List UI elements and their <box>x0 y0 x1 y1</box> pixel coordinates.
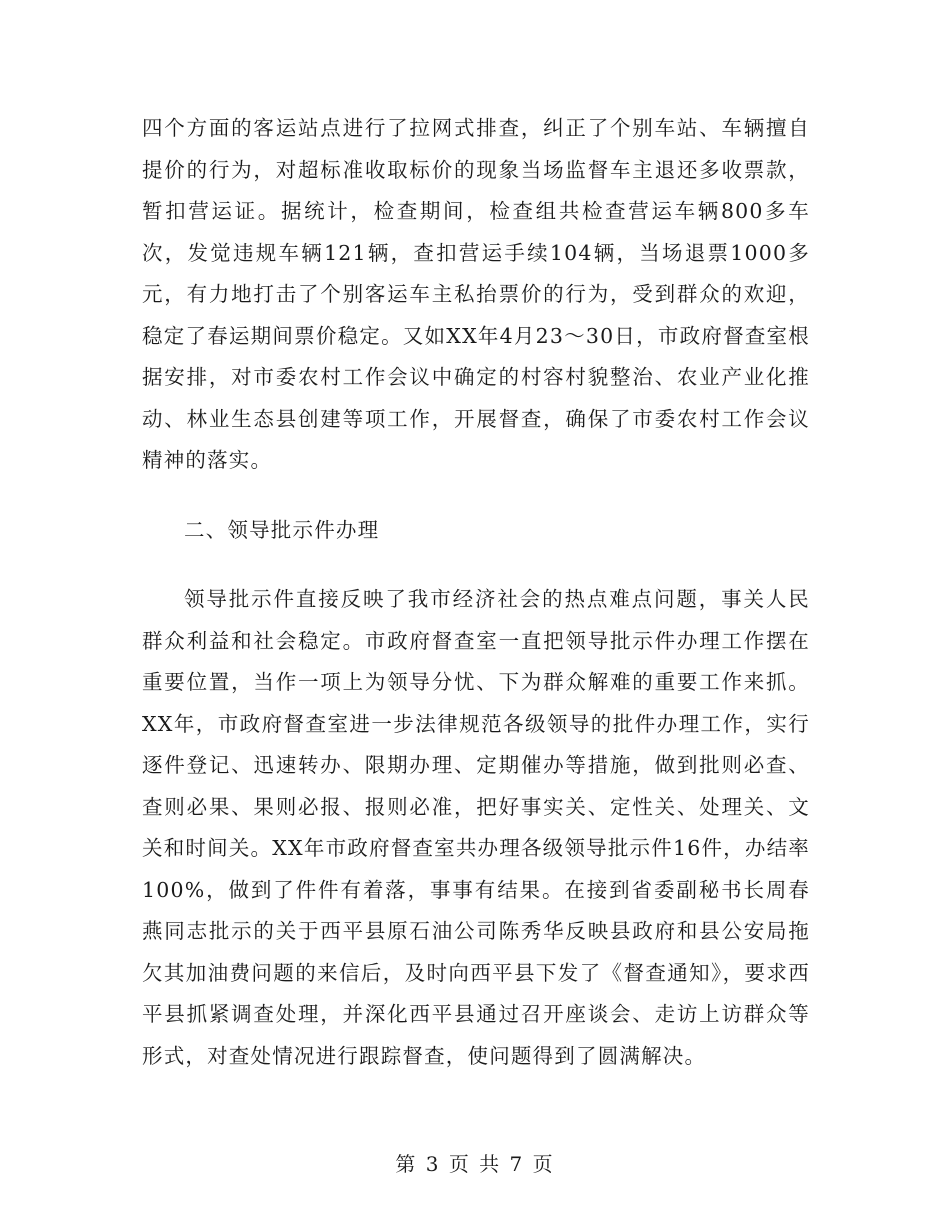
paragraph-continuation: 四个方面的客运站点进行了拉网式排查，纠正了个别车站、车辆擅自提价的行为，对超标准收取标价的现象当场监督车主退还多收票款，暂扣营运证。据统计，检查期间，检查组共检查营运车辆800多车次，发觉违规车辆121辆，查扣营运手续104辆，当场退票1000多元，有力地打击了个别客运车主私抬票价的行为，受到群众的欢迎，稳定了春运期间票价稳定。又如XX年4月23～30日，市政府督查室根据安排，对市委农村工作会议中确定的村容村貌整治、农业产业化推动、林业生态县创建等项工作，开展督查，确保了市委农村工作会议精神的落实。 <box>142 116 810 472</box>
page-footer: 第 3 页 共 7 页 <box>395 1152 555 1176</box>
document-body <box>142 108 810 1077</box>
section-heading: 二、领导批示件办理 <box>184 517 380 542</box>
paragraph-leader-instructions: 领导批示件直接反映了我市经济社会的热点难点问题，事关人民群众利益和社会稳定。市政府督查室一直把领导批示件办理工作摆在重要位置，当作一项上为领导分忧、下为群众解难的重要工作来抓。XX年，市政府督查室进一步法律规范各级领导的批件办理工作，实行逐件登记、迅速转办、限期办理、定期催办等措施，做到批则必查、查则必果、果则必报、报则必准，把好事实关、定性关、处理关、文关和时间关。XX年市政府督查室共办理各级领导批示件16件，办结率100%，做到了件件有着落，事事有结果。在接到省委副秘书长周春燕同志批示的关于西平县原石油公司陈秀华反映县政府和县公安局拖欠其加油费问题的来信后，及时向西平县下发了《督查通知》，要求西平县抓紧调查处理，并深化西平县通过召开座谈会、走访上访群众等形式，对查处情况进行跟踪督查，使问题得到了圆满解决。 <box>142 587 810 1068</box>
paragraph-gap <box>142 551 810 579</box>
paragraph-gap <box>142 482 810 510</box>
